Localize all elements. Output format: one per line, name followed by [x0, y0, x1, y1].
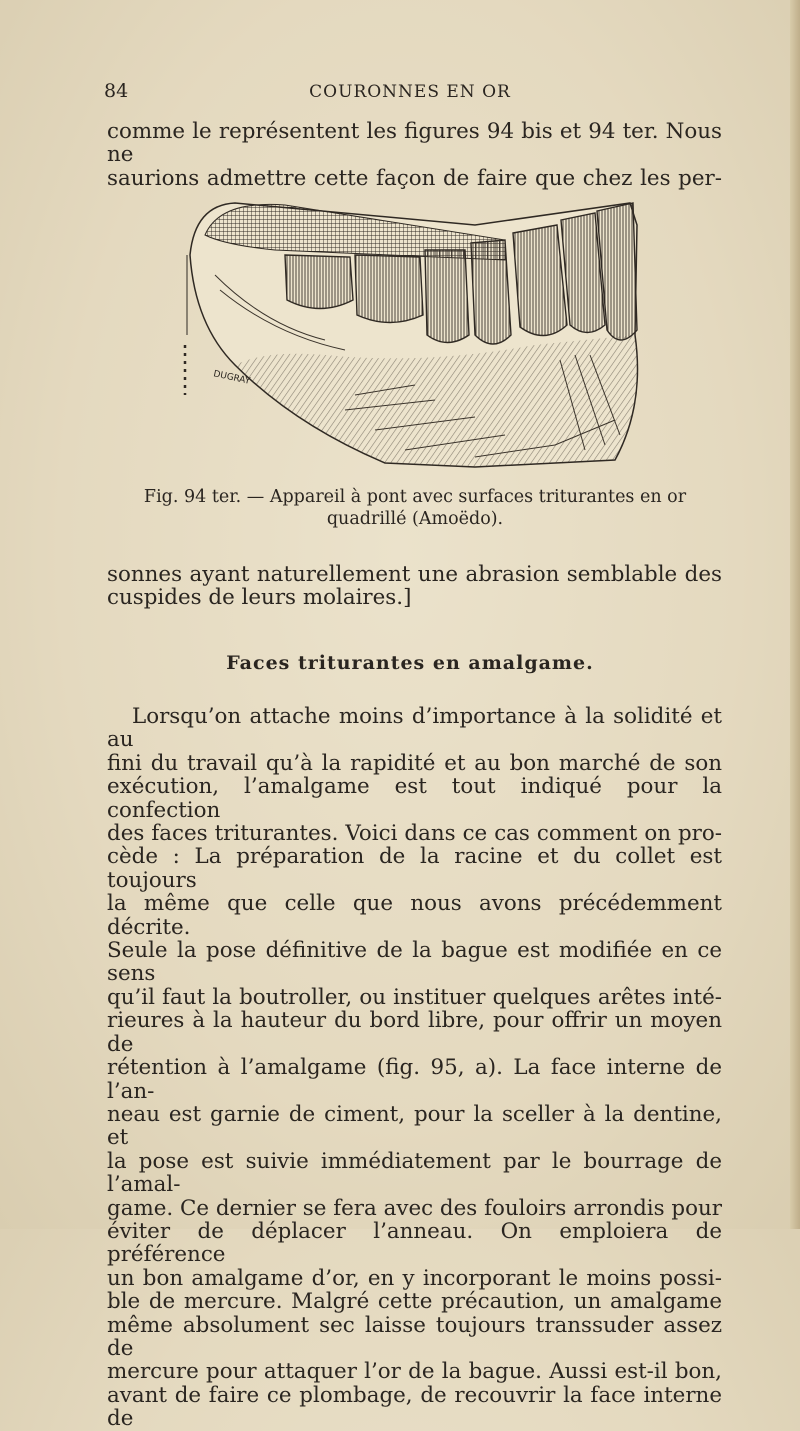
- text-line: rétention à l’amalgame (fig. 95, a). La face interne de l’an-: [107, 1055, 722, 1104]
- text-line: rieures à la hauteur du bord libre, pour offrir un moyen de: [107, 1008, 722, 1057]
- text-line: game. Ce dernier se fera avec des fouloirs arrondis pour: [107, 1195, 722, 1221]
- page-header: [100, 80, 720, 110]
- text-line: des faces triturantes. Voici dans ce cas comment on pro-: [107, 821, 722, 847]
- caption-line: quadrillé (Amoëdo).: [326, 509, 504, 529]
- text-line: Lorsqu’on attache moins d’importance à la solidité et au: [107, 704, 722, 753]
- text-line: même absolument sec laisse toujours transsuder assez de: [107, 1312, 722, 1361]
- text-line: fini du travail qu’à la rapidité et au bon marché de son: [107, 750, 722, 776]
- page-edge: [790, 0, 800, 1229]
- text-line: cède : La préparation de la racine et du collet est toujours: [107, 844, 722, 893]
- text-line: mercure pour attaquer l’or de la bague. Aussi est-il bon,: [107, 1359, 722, 1385]
- text-line: comme le représentent les figures 94 bis et 94 ter. Nous ne: [107, 119, 722, 168]
- engraver-signature: DUGRAY: [212, 369, 251, 387]
- text-line: sonnes ayant naturellement une abrasion semblable des: [107, 562, 722, 587]
- text-line: la pose est suivie immédiatement par le bourrage de l’amal-: [107, 1148, 722, 1198]
- figure-94-ter: [175, 195, 660, 480]
- text-line: avant de faire ce plombage, de recouvrir la face interne de: [107, 1382, 722, 1431]
- caption-line: Fig. 94 ter. — Appareil à pont avec surfaces triturantes en or: [143, 487, 687, 507]
- section-heading: Faces triturantes en amalgame.: [226, 652, 594, 674]
- text-line: éviter de déplacer l’anneau. On emploiera de préférence: [107, 1218, 722, 1268]
- text-line: un bon amalgame d’or, en y incorporant le moins possi-: [107, 1265, 722, 1291]
- running-title: COURONNES EN OR: [309, 82, 511, 102]
- text-line: qu’il faut la boutroller, ou instituer quelques arêtes inté-: [107, 984, 722, 1010]
- section-paragraph: [107, 705, 722, 1431]
- dental-bridge-illustration: [175, 195, 660, 480]
- text-line: ble de mercure. Malgré cette précaution, un amalgame: [107, 1289, 722, 1315]
- figure-caption: [105, 486, 725, 530]
- text-line: la même que celle que nous avons précédemment décrite.: [107, 891, 722, 940]
- text-line: cuspides de leurs molaires.]: [107, 585, 412, 611]
- page-number: 84: [104, 80, 129, 102]
- text-line: Seule la pose définitive de la bague est modifiée en ce sens: [107, 938, 722, 987]
- text-line: saurions admettre cette façon de faire que chez les per-: [107, 165, 722, 191]
- intro-paragraph: [107, 120, 722, 190]
- text-line: exécution, l’amalgame est tout indiqué pour la confection: [107, 774, 722, 823]
- continuation-paragraph: [107, 563, 722, 610]
- text-line: neau est garnie de ciment, pour la sceller à la dentine, et: [107, 1101, 722, 1151]
